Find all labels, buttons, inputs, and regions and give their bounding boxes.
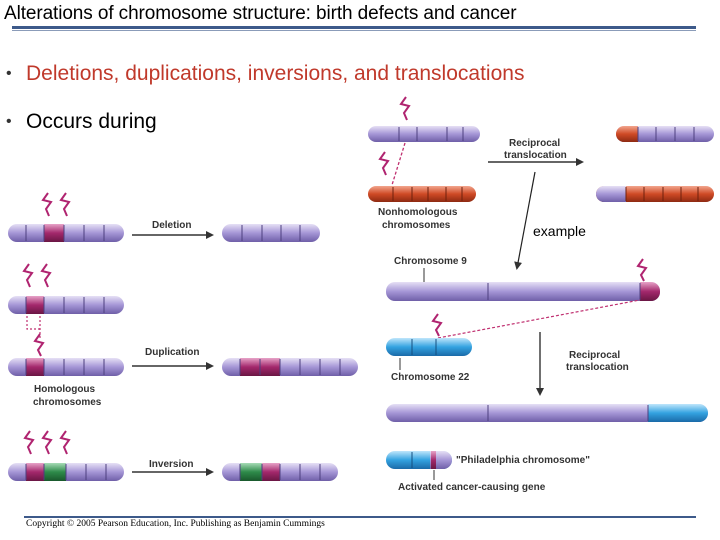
break-bolt-icon <box>61 193 69 216</box>
reciprocal-label-1: Reciprocal <box>509 138 561 149</box>
chromosome-9-translocated <box>386 404 708 422</box>
chromosome-22 <box>386 338 472 356</box>
chromosome-duplication-after <box>222 358 358 376</box>
activated-gene-label: Activated cancer-causing gene <box>398 482 546 493</box>
inversion-panel <box>8 431 338 481</box>
break-bolt-icon <box>61 431 69 454</box>
chromosome-9 <box>386 282 660 301</box>
philadelphia-chromosome <box>386 451 452 469</box>
chromosome-result-top <box>616 126 714 142</box>
chromosome-lavender-before <box>368 126 480 142</box>
break-bolt-icon <box>43 431 51 454</box>
copyright-text: Copyright © 2005 Pearson Education, Inc. Publishing as Benjamin Cummings <box>26 519 325 529</box>
duplication-panel <box>8 264 358 408</box>
inversion-label: Inversion <box>149 459 194 470</box>
chromosome-homolog-1 <box>8 296 124 314</box>
example-pointer-arrow <box>517 172 535 268</box>
break-bolt-icon <box>43 193 51 216</box>
chromosome-inversion-after <box>222 463 338 481</box>
page-title: Alterations of chromosome structure: birth defects and cancer <box>4 3 517 24</box>
chromosome-red-before <box>368 186 476 202</box>
bullet-1-text: Deletions, duplications, inversions, and translocations <box>26 62 525 85</box>
deletion-label: Deletion <box>152 220 192 231</box>
reciprocal-label-2: translocation <box>504 150 567 161</box>
chromosome-deletion-before <box>8 224 124 242</box>
homologous-label-1: Homologous <box>34 384 96 395</box>
reciprocal2-label-1: Reciprocal <box>569 350 621 361</box>
bullet-dot-icon: • <box>6 65 12 82</box>
break-bolt-icon <box>25 431 33 454</box>
break-bolt-icon <box>35 334 43 356</box>
exchange-dashed-line <box>392 143 405 185</box>
philadelphia-panel <box>386 256 708 493</box>
example-label: example <box>533 223 586 239</box>
chromosome-homolog-2 <box>8 358 124 376</box>
break-bolt-icon <box>24 264 32 287</box>
chromosome-deletion-after <box>222 224 320 242</box>
bullet-2-text: Occurs during <box>26 110 157 133</box>
break-bolt-icon <box>638 259 646 281</box>
chromosome-9-label: Chromosome 9 <box>394 256 467 267</box>
exchange-dashed-line <box>438 300 640 338</box>
philadelphia-label: "Philadelphia chromosome" <box>456 455 590 466</box>
break-bolt-icon <box>380 152 388 175</box>
segment-transfer-line <box>27 316 40 338</box>
break-bolt-icon <box>42 264 50 287</box>
bullet-dot-icon: • <box>6 113 12 130</box>
reciprocal2-label-2: translocation <box>566 362 629 373</box>
homologous-label-2: chromosomes <box>33 397 102 408</box>
chromosome-inversion-before <box>8 463 124 481</box>
chromosome-22-label: Chromosome 22 <box>391 372 470 383</box>
break-bolt-icon <box>401 97 409 120</box>
deletion-panel <box>8 193 320 242</box>
break-bolt-icon <box>433 314 441 336</box>
chromosome-result-bottom <box>596 186 714 202</box>
nonhomologous-translocation <box>368 97 714 268</box>
duplication-label: Duplication <box>145 347 200 358</box>
nonhomologous-label-1: Nonhomologous <box>378 207 458 218</box>
nonhomologous-label-2: chromosomes <box>382 220 451 231</box>
